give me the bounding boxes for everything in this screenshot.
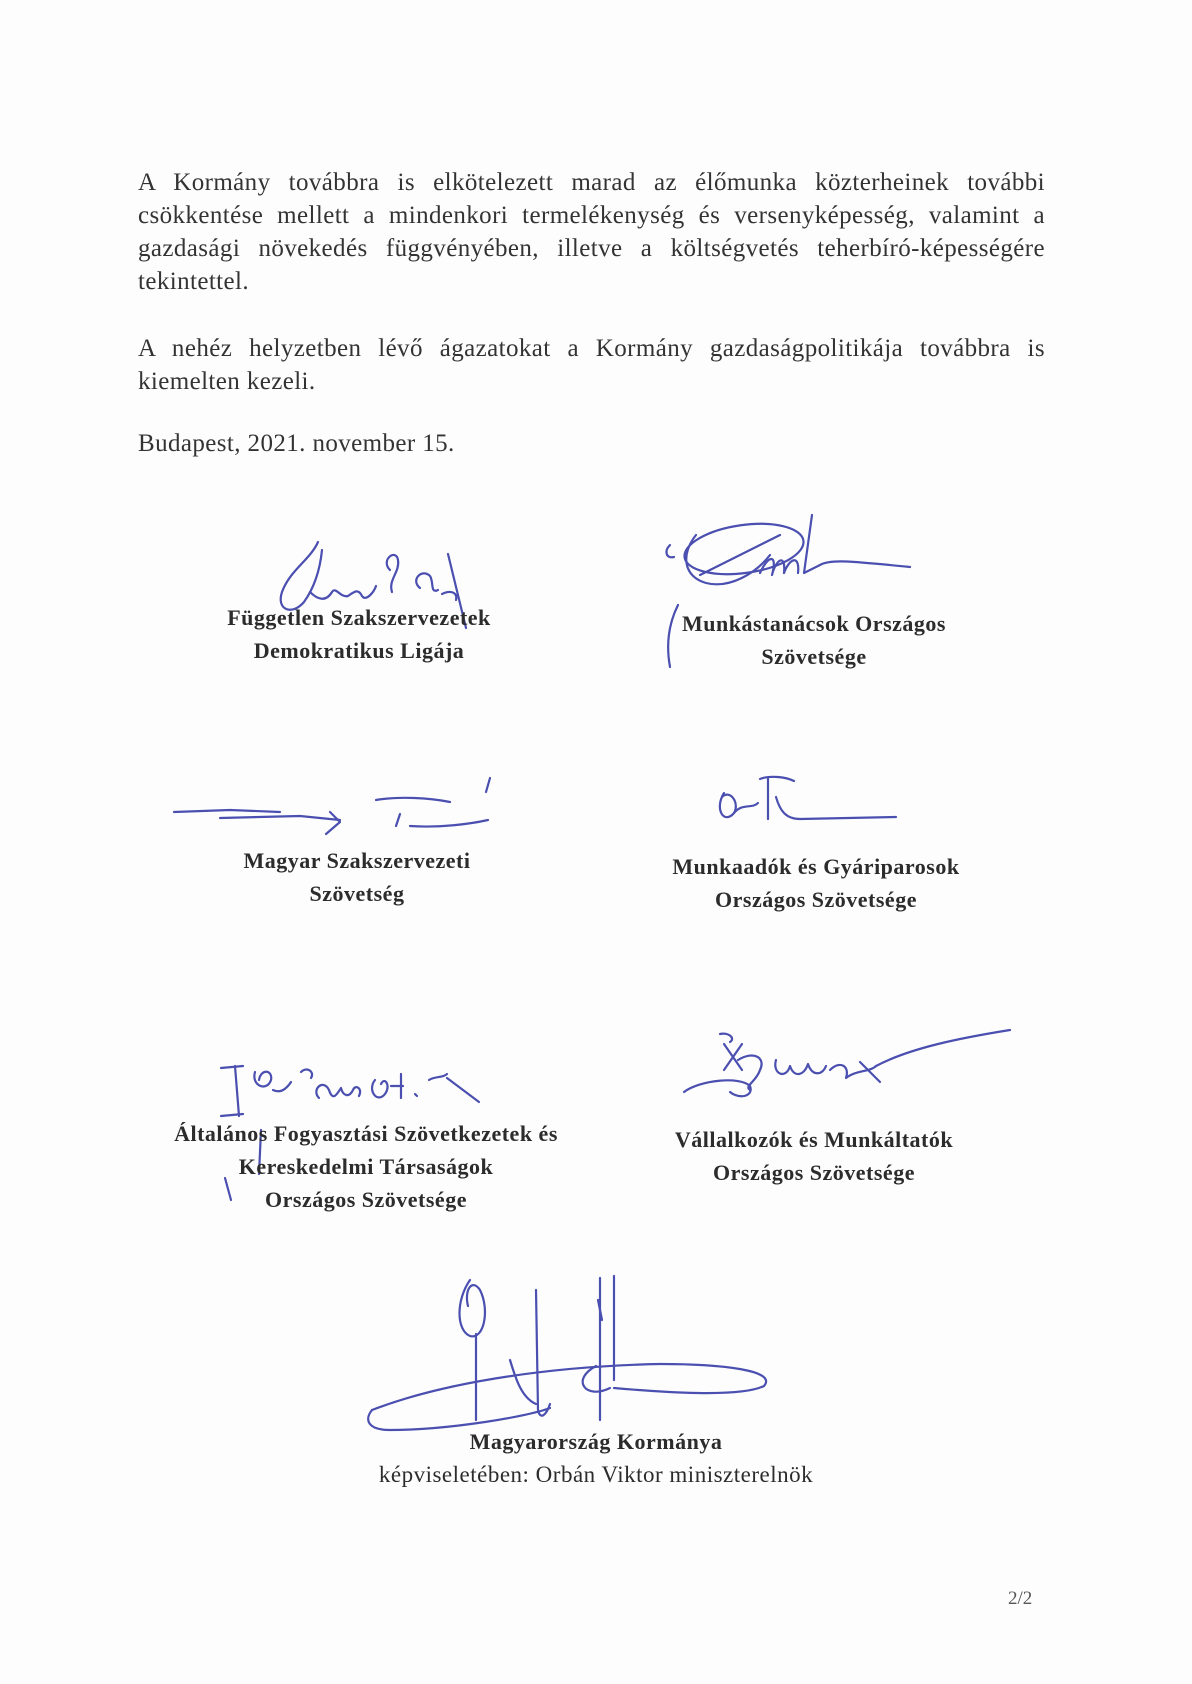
signatory-name-line: Vállalkozók és Munkáltatók — [674, 1127, 954, 1152]
signatory-name-line: Demokratikus Ligája — [253, 638, 465, 663]
signature-6 — [680, 1030, 1020, 1120]
signatory-name-line: Általános Fogyasztási Szövetkezetek és — [174, 1121, 558, 1146]
signatory-representative: képviseletében: Orbán Viktor miniszterelnök — [378, 1462, 814, 1487]
paragraph-tax-reduction: A Kormány továbbra is elkötelezett marad az élőmunka közterheinek további csökkentése mellett a mindenkori termelékenység és versenyképesség, valamint a gazdasági növekedés függvényében, illetve a költségvetés teherbíró-képességére tekintettel. — [138, 169, 1045, 295]
signature-7 — [360, 1270, 780, 1440]
signatory-afeosz — [126, 1117, 606, 1216]
signature-3 — [170, 772, 500, 842]
signatory-name-line: Szövetsége — [761, 644, 867, 669]
signatory-government — [336, 1425, 856, 1491]
signatory-mosz — [574, 607, 1054, 673]
signatory-name-line: Országos Szövetsége — [265, 1187, 467, 1212]
signature-4 — [710, 773, 910, 833]
signatory-name-line: Munkaadók és Gyáriparosok — [672, 854, 960, 879]
signatory-vosz — [574, 1123, 1054, 1189]
signatory-name-line: Magyar Szakszervezeti — [243, 848, 471, 873]
signatory-name-line: Kereskedelmi Társaságok — [238, 1154, 494, 1179]
place-and-date: Budapest, 2021. november 15. — [138, 430, 455, 457]
signatory-name-line: Munkástanácsok Országos — [682, 611, 946, 636]
page-number: 2/2 — [1008, 1588, 1033, 1609]
signatory-name-line: Országos Szövetsége — [713, 1160, 915, 1185]
signatory-maszsz — [117, 844, 597, 910]
signatory-name-line: Szövetség — [309, 881, 405, 906]
signatory-mgyosz — [576, 850, 1056, 916]
signatory-fszdl — [119, 601, 599, 667]
signatory-name-line: Független Szakszervezetek — [227, 605, 491, 630]
signatory-name-line: Magyarország Kormánya — [469, 1429, 723, 1454]
paragraph-struggling-sectors: A nehéz helyzetben lévő ágazatokat a Kormány gazdaságpolitikája továbbra is kiemelten kezeli. — [138, 335, 1045, 395]
signatory-name-line: Országos Szövetsége — [715, 887, 917, 912]
